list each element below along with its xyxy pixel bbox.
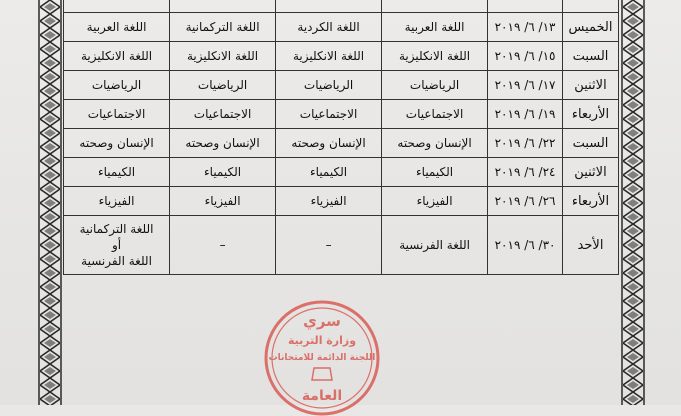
cell-date: ٢٢/ ٦/ ٢٠١٩ xyxy=(488,129,563,158)
cell-subject: الاجتماعيات xyxy=(170,100,276,129)
stamp-text: العامة xyxy=(301,388,343,404)
table-row xyxy=(64,42,619,71)
cell-subject: الإنسان وصحته xyxy=(64,129,170,158)
cell-subject: الرياضيات xyxy=(64,71,170,100)
cell-date: ٢٤/ ٦/ ٢٠١٩ xyxy=(488,158,563,187)
cell-subject: الفيزياء xyxy=(170,187,276,216)
cell-subject: اللغة الانكليزية xyxy=(170,42,276,71)
cell-subject: الفيزياء xyxy=(382,187,488,216)
cell-subject xyxy=(64,0,170,13)
cell-subject: اللغة الانكليزية xyxy=(382,42,488,71)
table-row xyxy=(64,71,619,100)
decorative-border-left xyxy=(38,0,62,405)
cell-day: الأحد xyxy=(562,216,618,275)
cell-day: الأربعاء xyxy=(562,187,618,216)
decorative-border-right xyxy=(621,0,645,405)
cell-date xyxy=(488,0,563,13)
cell-subject xyxy=(276,0,382,13)
cell-day: السبت xyxy=(562,129,618,158)
cell-subject: الإنسان وصحته xyxy=(170,129,276,158)
cell-subject: اللغة الانكليزية xyxy=(64,42,170,71)
stamp-text: وزارة التربية xyxy=(287,334,357,347)
official-stamp xyxy=(262,296,382,416)
cell-subject: اللغة الانكليزية xyxy=(276,42,382,71)
cell-subject: الكيمياء xyxy=(64,158,170,187)
cell-subject: اللغة التركمانية xyxy=(170,13,276,42)
cell-subject: اللغة العربية xyxy=(382,13,488,42)
cell-subject: الفيزياء xyxy=(64,187,170,216)
cell-subject: الرياضيات xyxy=(276,71,382,100)
table-row xyxy=(64,100,619,129)
cell-subject: – xyxy=(276,216,382,275)
alt-subject-or: أو xyxy=(111,238,122,252)
alt-subject-line: اللغة الفرنسية xyxy=(81,254,152,268)
emblem-icon xyxy=(312,368,332,380)
cell-subject: الرياضيات xyxy=(170,71,276,100)
cell-day: الأربعاء xyxy=(562,100,618,129)
cell-subject: الإنسان وصحته xyxy=(382,129,488,158)
cell-date: ١٥/ ٦/ ٢٠١٩ xyxy=(488,42,563,71)
cell-subject: الإنسان وصحته xyxy=(276,129,382,158)
cell-day: الاثنين xyxy=(562,71,618,100)
cell-day: الخميس xyxy=(562,13,618,42)
cell-subject: اللغة الفرنسية xyxy=(382,216,488,275)
cell-day: الاثنين xyxy=(562,158,618,187)
stamp-text: سري xyxy=(303,312,341,330)
cell-subject: الكيمياء xyxy=(276,158,382,187)
cell-subject-alternatives xyxy=(64,216,170,275)
table-row xyxy=(64,216,619,275)
cell-day: السبت xyxy=(562,42,618,71)
cell-subject: اللغة العربية xyxy=(64,13,170,42)
cell-subject xyxy=(170,0,276,13)
cell-subject: الكيمياء xyxy=(170,158,276,187)
cell-subject: الكيمياء xyxy=(382,158,488,187)
table-row xyxy=(64,158,619,187)
exam-schedule-table xyxy=(63,0,619,275)
cell-subject: اللغة الكردية xyxy=(276,13,382,42)
table-row xyxy=(64,13,619,42)
cell-subject: الفيزياء xyxy=(276,187,382,216)
cell-date: ١٩/ ٦/ ٢٠١٩ xyxy=(488,100,563,129)
cell-date: ٣٠/ ٦/ ٢٠١٩ xyxy=(488,216,563,275)
cell-subject: – xyxy=(170,216,276,275)
cell-date: ٢٦/ ٦/ ٢٠١٩ xyxy=(488,187,563,216)
table-row xyxy=(64,0,619,13)
alt-subject-line: اللغة التركمانية xyxy=(79,222,154,236)
cell-subject: الاجتماعيات xyxy=(276,100,382,129)
table-row xyxy=(64,129,619,158)
cell-subject: الاجتماعيات xyxy=(382,100,488,129)
table-row xyxy=(64,187,619,216)
cell-date: ١٣/ ٦/ ٢٠١٩ xyxy=(488,13,563,42)
stamp-text: اللجنة الدائمة للامتحانات xyxy=(268,353,376,363)
cell-subject: الرياضيات xyxy=(382,71,488,100)
cell-subject: الاجتماعيات xyxy=(64,100,170,129)
cell-date: ١٧/ ٦/ ٢٠١٩ xyxy=(488,71,563,100)
cell-subject xyxy=(382,0,488,13)
cell-day xyxy=(562,0,618,13)
